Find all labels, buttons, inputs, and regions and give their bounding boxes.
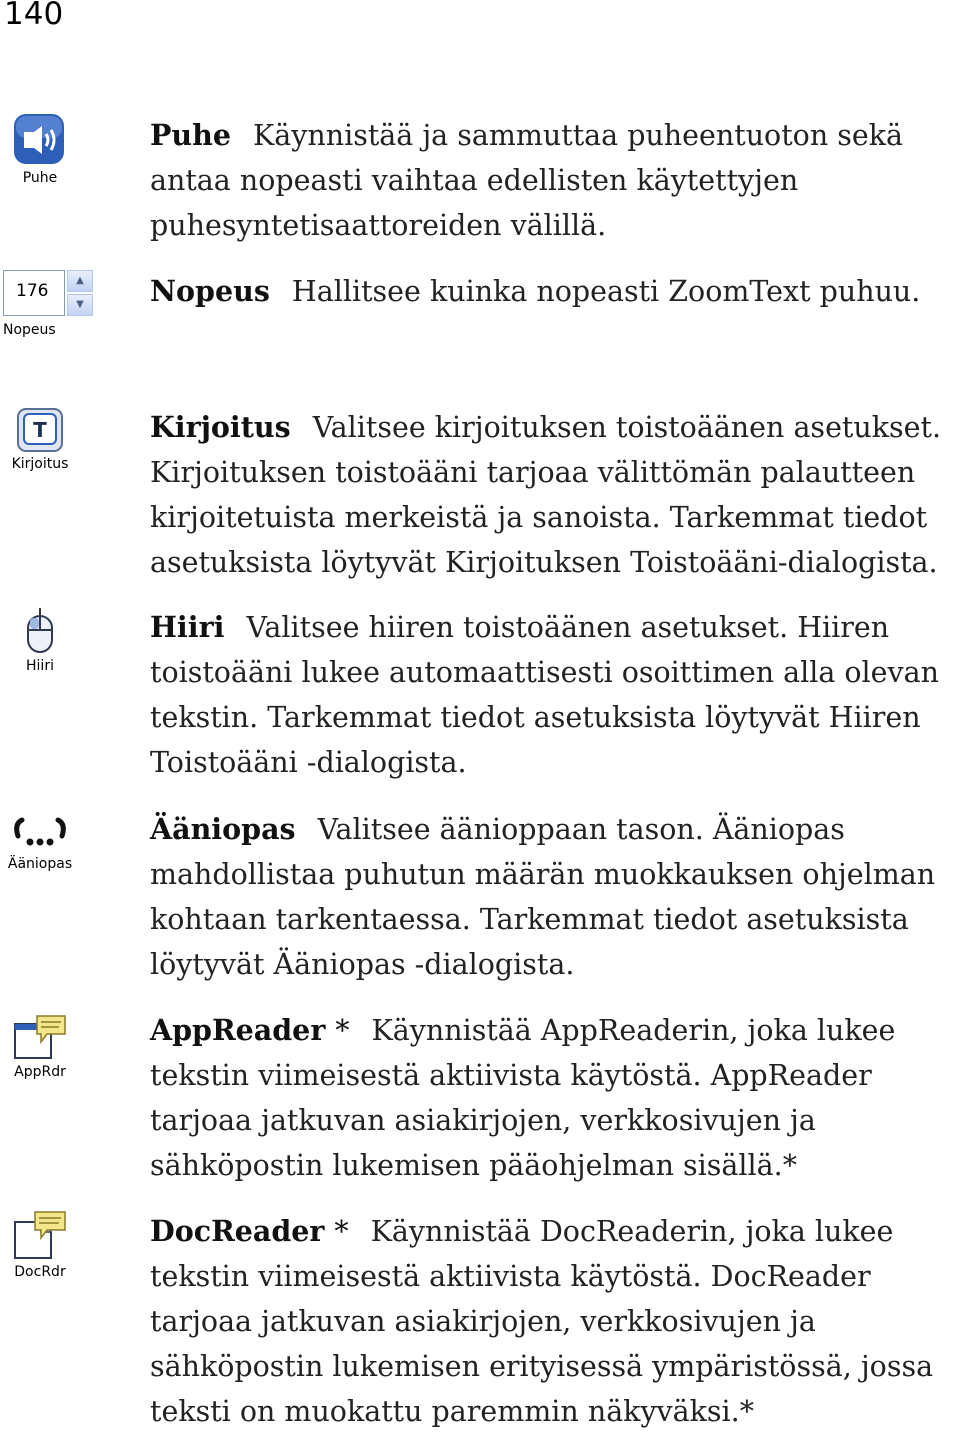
kirjoitus-icon-label: Kirjoitus bbox=[11, 456, 69, 472]
mouse-icon bbox=[20, 606, 60, 656]
page-number: 140 bbox=[4, 0, 64, 32]
aaniopas-text bbox=[150, 807, 958, 987]
nopeus-value: 176 bbox=[16, 281, 49, 301]
hiiri-term: Hiiri bbox=[150, 610, 225, 644]
spin-down-icon[interactable]: ▼ bbox=[67, 294, 93, 316]
nopeus-icon-label: Nopeus bbox=[3, 322, 56, 338]
appreader-term-name: AppReader bbox=[150, 1013, 326, 1047]
appreader-marker: * bbox=[335, 1014, 350, 1047]
kirjoitus-icon-glyph: T bbox=[33, 418, 47, 442]
docreader-term-name: DocReader bbox=[150, 1214, 325, 1248]
nopeus-text bbox=[150, 269, 958, 314]
appreader-icon-label: AppRdr bbox=[14, 1064, 66, 1080]
puhe-icon-label: Puhe bbox=[22, 170, 58, 186]
hiiri-text bbox=[150, 605, 958, 785]
voice-guide-icon bbox=[10, 814, 70, 854]
aaniopas-icon-label: Ääniopas bbox=[7, 856, 73, 872]
aaniopas-button[interactable] bbox=[0, 814, 80, 872]
aaniopas-term: Ääniopas bbox=[150, 812, 296, 846]
hiiri-description: Valitsee hiiren toistoäänen asetukset. Hiiren toistoääni lukee automaattisesti osoittimen alla olevan tekstin. Tarkemmat tiedot asetuksista löytyvät Hiiren Toistoääni -dialogista. bbox=[150, 611, 939, 779]
hiiri-button[interactable] bbox=[0, 606, 80, 674]
docreader-term bbox=[150, 1214, 349, 1248]
puhe-button[interactable] bbox=[0, 112, 80, 186]
hiiri-icon-label: Hiiri bbox=[26, 658, 54, 674]
puhe-term: Puhe bbox=[150, 118, 232, 152]
nopeus-value-field[interactable] bbox=[3, 270, 65, 316]
kirjoitus-description: Valitsee kirjoituksen toistoäänen asetukset. Kirjoituksen toistoääni tarjoaa välittömän palautteen kirjoitetuista merkeistä ja sanoista. Tarkemmat tiedot asetuksista löytyvät Kirjoituksen Toistoääni-dialogista. bbox=[150, 411, 942, 579]
puhe-text bbox=[150, 113, 958, 248]
appreader-term bbox=[150, 1013, 350, 1047]
nopeus-description: Hallitsee kuinka nopeasti ZoomText puhuu. bbox=[291, 275, 921, 308]
appreader-text bbox=[150, 1008, 958, 1188]
nopeus-term: Nopeus bbox=[150, 274, 270, 308]
kirjoitus-term: Kirjoitus bbox=[150, 410, 291, 444]
docreader-text bbox=[150, 1209, 958, 1434]
speech-icon bbox=[12, 112, 68, 168]
appreader-button[interactable] bbox=[0, 1012, 80, 1080]
docreader-icon bbox=[11, 1208, 69, 1262]
docreader-description: Käynnistää DocReaderin, joka lukee tekstin viimeisestä aktiivista käytöstä. DocReader tarjoaa jatkuvan asiakirjojen, verkkosivujen ja sähköpostin lukemisen erityisessä ympäristössä, jossa teksti on muokattu paremmin näkyväksi.* bbox=[150, 1215, 934, 1428]
aaniopas-description: Valitsee äänioppaan tason. Ääniopas mahdollistaa puhutun määrän muokkauksen ohjelman kohtaan tarkentaessa. Tarkemmat tiedot asetuksista löytyvät Ääniopas -dialogista. bbox=[150, 813, 936, 981]
typing-icon bbox=[15, 406, 65, 454]
kirjoitus-text bbox=[150, 405, 958, 585]
appreader-icon bbox=[11, 1012, 69, 1062]
kirjoitus-button[interactable] bbox=[0, 406, 80, 472]
docreader-icon-label: DocRdr bbox=[14, 1264, 66, 1280]
appreader-description: Käynnistää AppReaderin, joka lukee tekstin viimeisestä aktiivista käytöstä. AppReader tarjoaa jatkuvan asiakirjojen, verkkosivujen ja sähköpostin lukemisen pääohjelman sisällä.* bbox=[150, 1014, 896, 1182]
docreader-button[interactable] bbox=[0, 1208, 80, 1280]
spin-up-icon[interactable]: ▲ bbox=[67, 270, 93, 292]
docreader-marker: * bbox=[334, 1215, 349, 1248]
puhe-description: Käynnistää ja sammuttaa puheentuoton sekä antaa nopeasti vaihtaa edellisten käytettyjen puhesyntetisaattoreiden välillä. bbox=[150, 119, 903, 242]
